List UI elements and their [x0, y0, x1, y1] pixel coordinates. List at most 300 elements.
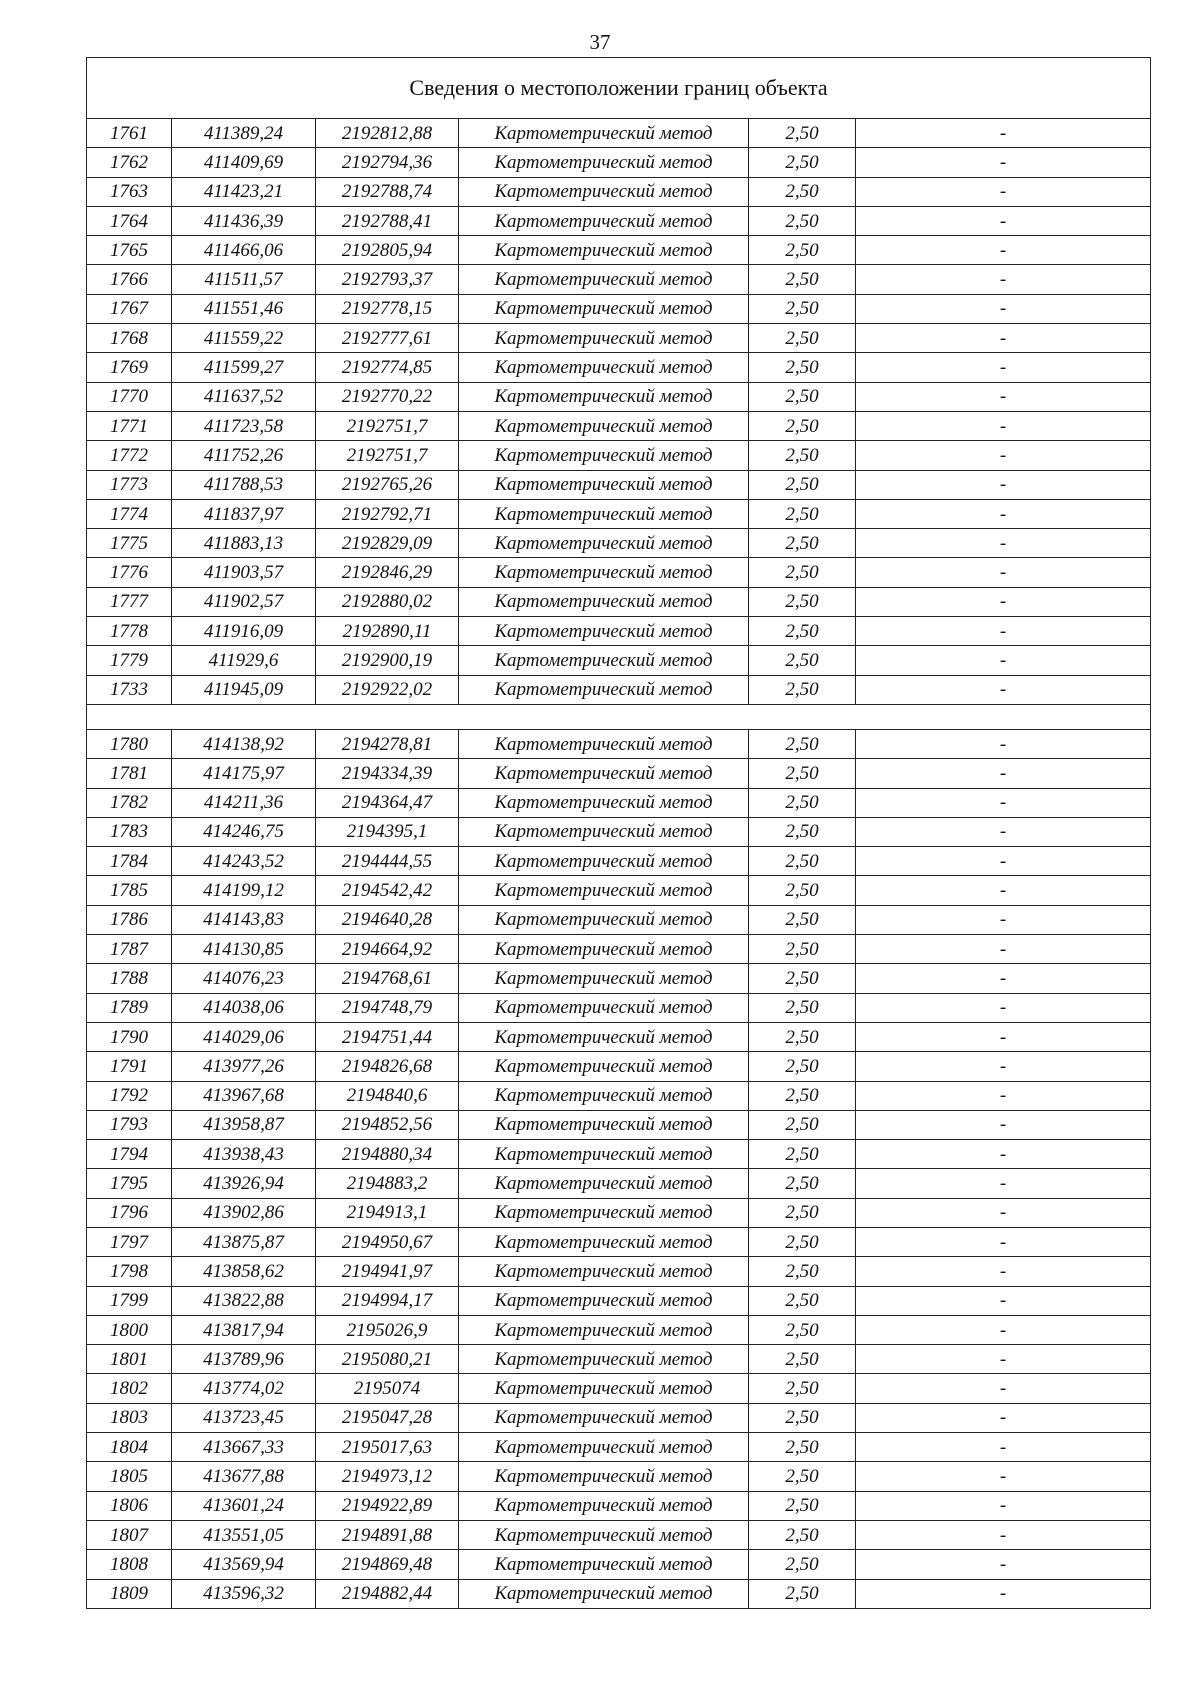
method-cell: Картометрический метод	[459, 1403, 749, 1432]
table-row	[87, 324, 1151, 353]
point-number-cell: 1799	[87, 1286, 172, 1315]
coord-x-cell: 411559,22	[172, 324, 316, 353]
table-row	[87, 729, 1151, 758]
coord-x-cell: 411945,09	[172, 675, 316, 704]
accuracy-cell: 2,50	[749, 847, 856, 876]
coord-y-cell: 2194278,81	[316, 729, 459, 758]
table-row	[87, 993, 1151, 1022]
accuracy-cell: 2,50	[749, 119, 856, 148]
method-cell: Картометрический метод	[459, 617, 749, 646]
coord-x-cell: 414243,52	[172, 847, 316, 876]
coord-x-cell: 413601,24	[172, 1491, 316, 1520]
table-row	[87, 847, 1151, 876]
coord-x-cell: 411788,53	[172, 470, 316, 499]
point-number-cell: 1768	[87, 324, 172, 353]
method-cell: Картометрический метод	[459, 353, 749, 382]
description-cell: -	[856, 1315, 1151, 1344]
description-cell: -	[856, 729, 1151, 758]
method-cell: Картометрический метод	[459, 1462, 749, 1491]
table-row	[87, 1140, 1151, 1169]
coord-y-cell: 2192788,74	[316, 177, 459, 206]
coord-x-cell: 411409,69	[172, 148, 316, 177]
point-number-cell: 1794	[87, 1140, 172, 1169]
point-number-cell: 1769	[87, 353, 172, 382]
coord-y-cell: 2192770,22	[316, 382, 459, 411]
table-row	[87, 1345, 1151, 1374]
table-row	[87, 817, 1151, 846]
coord-x-cell: 413596,32	[172, 1579, 316, 1608]
coord-y-cell: 2194852,56	[316, 1110, 459, 1139]
coord-y-cell: 2194768,61	[316, 964, 459, 993]
method-cell: Картометрический метод	[459, 1140, 749, 1169]
table-row	[87, 1169, 1151, 1198]
coord-x-cell: 411436,39	[172, 206, 316, 235]
accuracy-cell: 2,50	[749, 441, 856, 470]
coord-y-cell: 2192890,11	[316, 617, 459, 646]
coord-x-cell: 414038,06	[172, 993, 316, 1022]
accuracy-cell: 2,50	[749, 382, 856, 411]
point-number-cell: 1764	[87, 206, 172, 235]
coord-x-cell: 414029,06	[172, 1022, 316, 1051]
point-number-cell: 1808	[87, 1550, 172, 1579]
coord-y-cell: 2194883,2	[316, 1169, 459, 1198]
method-cell: Картометрический метод	[459, 1433, 749, 1462]
description-cell: -	[856, 236, 1151, 265]
description-cell: -	[856, 499, 1151, 528]
accuracy-cell: 2,50	[749, 499, 856, 528]
accuracy-cell: 2,50	[749, 646, 856, 675]
coord-x-cell: 413789,96	[172, 1345, 316, 1374]
accuracy-cell: 2,50	[749, 294, 856, 323]
coord-x-cell: 414246,75	[172, 817, 316, 846]
accuracy-cell: 2,50	[749, 817, 856, 846]
description-cell: -	[856, 1257, 1151, 1286]
accuracy-cell: 2,50	[749, 964, 856, 993]
accuracy-cell: 2,50	[749, 529, 856, 558]
coord-x-cell: 413817,94	[172, 1315, 316, 1344]
description-cell: -	[856, 1227, 1151, 1256]
coord-y-cell: 2195017,63	[316, 1433, 459, 1462]
coord-y-cell: 2195047,28	[316, 1403, 459, 1432]
coord-y-cell: 2194941,97	[316, 1257, 459, 1286]
coord-x-cell: 411511,57	[172, 265, 316, 294]
description-cell: -	[856, 675, 1151, 704]
coord-y-cell: 2192778,15	[316, 294, 459, 323]
point-number-cell: 1787	[87, 935, 172, 964]
method-cell: Картометрический метод	[459, 1579, 749, 1608]
accuracy-cell: 2,50	[749, 675, 856, 704]
coord-y-cell: 2194826,68	[316, 1052, 459, 1081]
method-cell: Картометрический метод	[459, 1520, 749, 1549]
description-cell: -	[856, 1140, 1151, 1169]
coord-y-cell: 2194840,6	[316, 1081, 459, 1110]
description-cell: -	[856, 177, 1151, 206]
method-cell: Картометрический метод	[459, 1169, 749, 1198]
point-number-cell: 1790	[87, 1022, 172, 1051]
point-number-cell: 1765	[87, 236, 172, 265]
coord-x-cell: 413938,43	[172, 1140, 316, 1169]
description-cell: -	[856, 558, 1151, 587]
description-cell: -	[856, 1374, 1151, 1403]
accuracy-cell: 2,50	[749, 558, 856, 587]
table-row	[87, 1462, 1151, 1491]
accuracy-cell: 2,50	[749, 587, 856, 616]
description-cell: -	[856, 148, 1151, 177]
description-cell: -	[856, 1403, 1151, 1432]
method-cell: Картометрический метод	[459, 558, 749, 587]
description-cell: -	[856, 119, 1151, 148]
method-cell: Картометрический метод	[459, 441, 749, 470]
method-cell: Картометрический метод	[459, 1315, 749, 1344]
table-row	[87, 558, 1151, 587]
description-cell: -	[856, 441, 1151, 470]
table-row	[87, 353, 1151, 382]
method-cell: Картометрический метод	[459, 1110, 749, 1139]
table-row	[87, 788, 1151, 817]
method-cell: Картометрический метод	[459, 788, 749, 817]
section-separator	[87, 704, 1151, 729]
coord-x-cell: 411466,06	[172, 236, 316, 265]
accuracy-cell: 2,50	[749, 1227, 856, 1256]
accuracy-cell: 2,50	[749, 206, 856, 235]
coord-x-cell: 411752,26	[172, 441, 316, 470]
point-number-cell: 1766	[87, 265, 172, 294]
table-row	[87, 1491, 1151, 1520]
coord-y-cell: 2192812,88	[316, 119, 459, 148]
coord-x-cell: 411723,58	[172, 411, 316, 440]
coord-x-cell: 411637,52	[172, 382, 316, 411]
coord-x-cell: 413926,94	[172, 1169, 316, 1198]
coord-x-cell: 414175,97	[172, 759, 316, 788]
accuracy-cell: 2,50	[749, 1022, 856, 1051]
method-cell: Картометрический метод	[459, 1081, 749, 1110]
coord-x-cell: 414143,83	[172, 905, 316, 934]
coord-y-cell: 2195026,9	[316, 1315, 459, 1344]
coord-x-cell: 411929,6	[172, 646, 316, 675]
coord-y-cell: 2194913,1	[316, 1198, 459, 1227]
point-number-cell: 1767	[87, 294, 172, 323]
point-number-cell: 1780	[87, 729, 172, 758]
accuracy-cell: 2,50	[749, 1345, 856, 1374]
method-cell: Картометрический метод	[459, 529, 749, 558]
description-cell: -	[856, 617, 1151, 646]
coord-x-cell: 411599,27	[172, 353, 316, 382]
coord-y-cell: 2192880,02	[316, 587, 459, 616]
description-cell: -	[856, 353, 1151, 382]
coord-y-cell: 2194748,79	[316, 993, 459, 1022]
accuracy-cell: 2,50	[749, 177, 856, 206]
method-cell: Картометрический метод	[459, 1550, 749, 1579]
coord-x-cell: 413774,02	[172, 1374, 316, 1403]
coord-y-cell: 2192846,29	[316, 558, 459, 587]
method-cell: Картометрический метод	[459, 646, 749, 675]
description-cell: -	[856, 1022, 1151, 1051]
coord-x-cell: 413967,68	[172, 1081, 316, 1110]
method-cell: Картометрический метод	[459, 964, 749, 993]
coord-x-cell: 413858,62	[172, 1257, 316, 1286]
table-row	[87, 935, 1151, 964]
method-cell: Картометрический метод	[459, 206, 749, 235]
method-cell: Картометрический метод	[459, 993, 749, 1022]
coord-y-cell: 2192793,37	[316, 265, 459, 294]
description-cell: -	[856, 1491, 1151, 1520]
coord-y-cell: 2194891,88	[316, 1520, 459, 1549]
description-cell: -	[856, 529, 1151, 558]
accuracy-cell: 2,50	[749, 1257, 856, 1286]
table-row	[87, 1579, 1151, 1608]
method-cell: Картометрический метод	[459, 1257, 749, 1286]
accuracy-cell: 2,50	[749, 1550, 856, 1579]
point-number-cell: 1786	[87, 905, 172, 934]
description-cell: -	[856, 1345, 1151, 1374]
coord-x-cell: 414199,12	[172, 876, 316, 905]
method-cell: Картометрический метод	[459, 1052, 749, 1081]
description-cell: -	[856, 759, 1151, 788]
point-number-cell: 1807	[87, 1520, 172, 1549]
method-cell: Картометрический метод	[459, 470, 749, 499]
description-cell: -	[856, 1198, 1151, 1227]
coord-y-cell: 2194334,39	[316, 759, 459, 788]
coord-y-cell: 2194640,28	[316, 905, 459, 934]
table-row	[87, 646, 1151, 675]
coord-y-cell: 2194395,1	[316, 817, 459, 846]
point-number-cell: 1804	[87, 1433, 172, 1462]
table-row	[87, 529, 1151, 558]
description-cell: -	[856, 788, 1151, 817]
coord-x-cell: 414076,23	[172, 964, 316, 993]
table-row	[87, 499, 1151, 528]
description-cell: -	[856, 993, 1151, 1022]
accuracy-cell: 2,50	[749, 265, 856, 294]
coord-x-cell: 413977,26	[172, 1052, 316, 1081]
table-row	[87, 1257, 1151, 1286]
accuracy-cell: 2,50	[749, 1081, 856, 1110]
description-cell: -	[856, 206, 1151, 235]
accuracy-cell: 2,50	[749, 1433, 856, 1462]
table-row	[87, 470, 1151, 499]
point-number-cell: 1805	[87, 1462, 172, 1491]
point-number-cell: 1802	[87, 1374, 172, 1403]
table-row	[87, 382, 1151, 411]
method-cell: Картометрический метод	[459, 1345, 749, 1374]
method-cell: Картометрический метод	[459, 1227, 749, 1256]
accuracy-cell: 2,50	[749, 148, 856, 177]
coord-x-cell: 413822,88	[172, 1286, 316, 1315]
coord-x-cell: 413875,87	[172, 1227, 316, 1256]
accuracy-cell: 2,50	[749, 1286, 856, 1315]
coord-y-cell: 2192751,7	[316, 441, 459, 470]
coord-y-cell: 2192792,71	[316, 499, 459, 528]
table-row	[87, 1315, 1151, 1344]
description-cell: -	[856, 1520, 1151, 1549]
coord-y-cell: 2192774,85	[316, 353, 459, 382]
point-number-cell: 1797	[87, 1227, 172, 1256]
description-cell: -	[856, 905, 1151, 934]
coord-x-cell: 414211,36	[172, 788, 316, 817]
description-cell: -	[856, 324, 1151, 353]
point-number-cell: 1779	[87, 646, 172, 675]
table-row	[87, 1286, 1151, 1315]
point-number-cell: 1784	[87, 847, 172, 876]
description-cell: -	[856, 294, 1151, 323]
point-number-cell: 1781	[87, 759, 172, 788]
description-cell: -	[856, 1169, 1151, 1198]
table-row	[87, 759, 1151, 788]
method-cell: Картометрический метод	[459, 675, 749, 704]
description-cell: -	[856, 587, 1151, 616]
coord-y-cell: 2194994,17	[316, 1286, 459, 1315]
coord-x-cell: 413551,05	[172, 1520, 316, 1549]
table-row	[87, 675, 1151, 704]
coord-x-cell: 411551,46	[172, 294, 316, 323]
table-row	[87, 1374, 1151, 1403]
method-cell: Картометрический метод	[459, 411, 749, 440]
description-cell: -	[856, 646, 1151, 675]
point-number-cell: 1774	[87, 499, 172, 528]
coord-y-cell: 2194950,67	[316, 1227, 459, 1256]
section-separator-row	[87, 704, 1151, 729]
point-number-cell: 1801	[87, 1345, 172, 1374]
coord-y-cell: 2192922,02	[316, 675, 459, 704]
table-row	[87, 1520, 1151, 1549]
table-row	[87, 876, 1151, 905]
page-number: 37	[589, 30, 611, 54]
point-number-cell: 1778	[87, 617, 172, 646]
point-number-cell: 1809	[87, 1579, 172, 1608]
table-row	[87, 617, 1151, 646]
point-number-cell: 1791	[87, 1052, 172, 1081]
description-cell: -	[856, 1052, 1151, 1081]
point-number-cell: 1798	[87, 1257, 172, 1286]
table-row	[87, 294, 1151, 323]
method-cell: Картометрический метод	[459, 265, 749, 294]
method-cell: Картометрический метод	[459, 759, 749, 788]
coord-y-cell: 2194880,34	[316, 1140, 459, 1169]
description-cell: -	[856, 470, 1151, 499]
method-cell: Картометрический метод	[459, 382, 749, 411]
accuracy-cell: 2,50	[749, 617, 856, 646]
coord-x-cell: 414138,92	[172, 729, 316, 758]
coord-x-cell: 411883,13	[172, 529, 316, 558]
table-row	[87, 119, 1151, 148]
description-cell: -	[856, 1462, 1151, 1491]
coord-y-cell: 2194882,44	[316, 1579, 459, 1608]
coord-x-cell: 411903,57	[172, 558, 316, 587]
coord-y-cell: 2192900,19	[316, 646, 459, 675]
point-number-cell: 1775	[87, 529, 172, 558]
description-cell: -	[856, 964, 1151, 993]
coord-y-cell: 2192805,94	[316, 236, 459, 265]
accuracy-cell: 2,50	[749, 935, 856, 964]
coord-x-cell: 411389,24	[172, 119, 316, 148]
table-title: Сведения о местоположении границ объекта	[87, 58, 1151, 119]
accuracy-cell: 2,50	[749, 876, 856, 905]
method-cell: Картометрический метод	[459, 876, 749, 905]
table-row	[87, 1052, 1151, 1081]
method-cell: Картометрический метод	[459, 1198, 749, 1227]
table-row	[87, 148, 1151, 177]
table-row	[87, 206, 1151, 235]
coord-y-cell: 2195080,21	[316, 1345, 459, 1374]
accuracy-cell: 2,50	[749, 1140, 856, 1169]
accuracy-cell: 2,50	[749, 470, 856, 499]
coord-y-cell: 2194444,55	[316, 847, 459, 876]
coord-x-cell: 413723,45	[172, 1403, 316, 1432]
description-cell: -	[856, 1550, 1151, 1579]
accuracy-cell: 2,50	[749, 353, 856, 382]
accuracy-cell: 2,50	[749, 411, 856, 440]
description-cell: -	[856, 935, 1151, 964]
table-row	[87, 905, 1151, 934]
coord-x-cell: 413958,87	[172, 1110, 316, 1139]
point-number-cell: 1795	[87, 1169, 172, 1198]
table-row	[87, 1110, 1151, 1139]
table-row	[87, 177, 1151, 206]
point-number-cell: 1733	[87, 675, 172, 704]
method-cell: Картометрический метод	[459, 1286, 749, 1315]
accuracy-cell: 2,50	[749, 1403, 856, 1432]
table-row	[87, 1433, 1151, 1462]
method-cell: Картометрический метод	[459, 1491, 749, 1520]
table-row	[87, 964, 1151, 993]
accuracy-cell: 2,50	[749, 324, 856, 353]
description-cell: -	[856, 382, 1151, 411]
coord-y-cell: 2192794,36	[316, 148, 459, 177]
method-cell: Картометрический метод	[459, 148, 749, 177]
description-cell: -	[856, 1433, 1151, 1462]
accuracy-cell: 2,50	[749, 759, 856, 788]
table-body	[87, 58, 1151, 1609]
description-cell: -	[856, 265, 1151, 294]
coord-y-cell: 2192788,41	[316, 206, 459, 235]
description-cell: -	[856, 411, 1151, 440]
description-cell: -	[856, 1081, 1151, 1110]
coord-x-cell: 413677,88	[172, 1462, 316, 1491]
accuracy-cell: 2,50	[749, 236, 856, 265]
point-number-cell: 1763	[87, 177, 172, 206]
table-row	[87, 411, 1151, 440]
coord-y-cell: 2194751,44	[316, 1022, 459, 1051]
coord-y-cell: 2192777,61	[316, 324, 459, 353]
point-number-cell: 1771	[87, 411, 172, 440]
table-row	[87, 1081, 1151, 1110]
coord-x-cell: 413667,33	[172, 1433, 316, 1462]
coord-y-cell: 2194922,89	[316, 1491, 459, 1520]
coord-y-cell: 2194869,48	[316, 1550, 459, 1579]
accuracy-cell: 2,50	[749, 1579, 856, 1608]
coord-y-cell: 2194364,47	[316, 788, 459, 817]
method-cell: Картометрический метод	[459, 847, 749, 876]
point-number-cell: 1793	[87, 1110, 172, 1139]
point-number-cell: 1783	[87, 817, 172, 846]
table-row	[87, 1022, 1151, 1051]
point-number-cell: 1782	[87, 788, 172, 817]
description-cell: -	[856, 876, 1151, 905]
method-cell: Картометрический метод	[459, 905, 749, 934]
method-cell: Картометрический метод	[459, 324, 749, 353]
coord-x-cell: 413902,86	[172, 1198, 316, 1227]
table-row	[87, 1403, 1151, 1432]
table-row	[87, 441, 1151, 470]
accuracy-cell: 2,50	[749, 788, 856, 817]
point-number-cell: 1792	[87, 1081, 172, 1110]
point-number-cell: 1803	[87, 1403, 172, 1432]
accuracy-cell: 2,50	[749, 1462, 856, 1491]
point-number-cell: 1785	[87, 876, 172, 905]
coord-x-cell: 414130,85	[172, 935, 316, 964]
point-number-cell: 1777	[87, 587, 172, 616]
method-cell: Картометрический метод	[459, 1374, 749, 1403]
